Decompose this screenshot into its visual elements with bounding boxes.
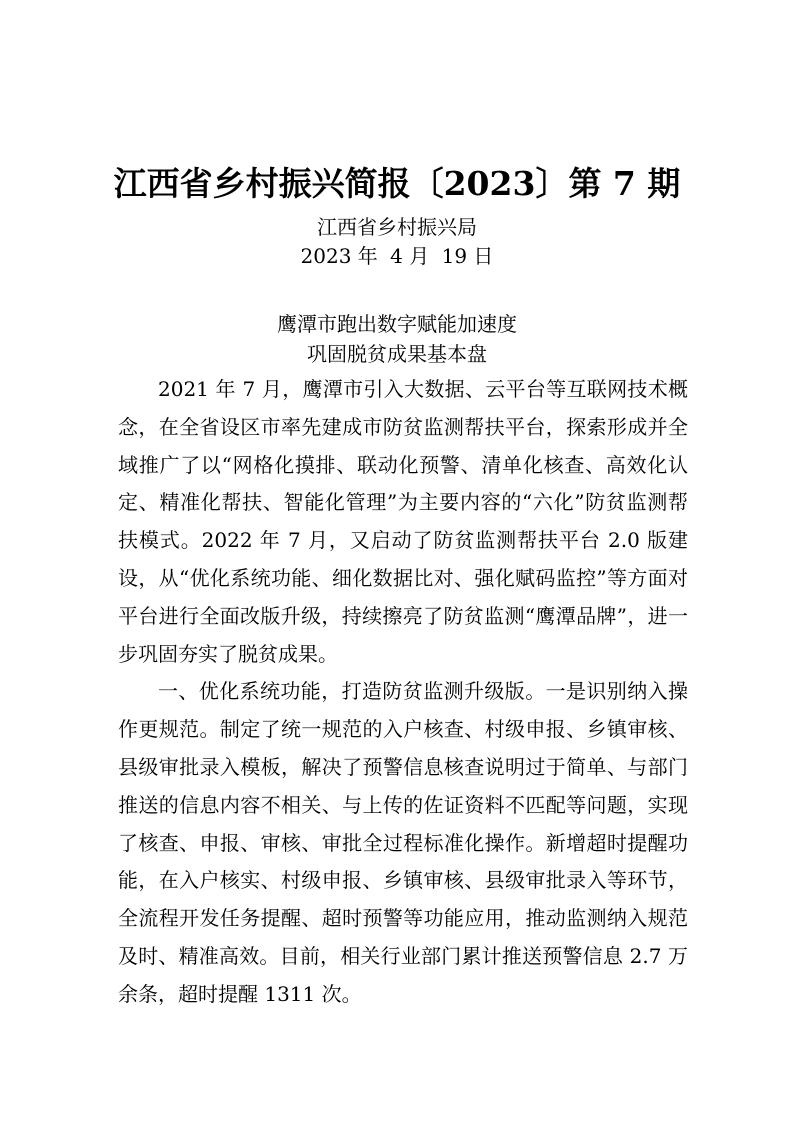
paragraph-intro: 2021 年 7 月，鹰潭市引入大数据、云平台等互联网技术概念，在全省设区市率先建成市防贫监测帮扶平台，探索形成并全域推广了以“网格化摸排、联动化预警、清单化核查、高效化认定、精准化帮扶、智能化管理”为主要内容的“六化”防贫监测帮扶模式。2022 年 7 月，又启动了防贫监测帮扶平台 2.0 版建设，从“优化系统功能、细化数据比对、强化赋码监控”等方面对平台进行全面改版升级，持续擦亮了防贫监测“鹰潭品牌”，进一步巩固夯实了脱贫成果。 bbox=[118, 377, 688, 666]
article-body bbox=[118, 371, 688, 1014]
bulletin-title: 江西省乡村振兴简报〔2023〕第 7 期 bbox=[113, 164, 681, 203]
issuer-name: 江西省乡村振兴局 bbox=[317, 215, 477, 239]
date-day: 19 日 bbox=[441, 244, 494, 268]
date-year: 2023 年 bbox=[300, 244, 378, 268]
article-subtitle: 巩固脱贫成果基本盘 bbox=[307, 342, 487, 366]
issue-date bbox=[0, 241, 794, 271]
date-month: 4 月 bbox=[390, 244, 430, 268]
article-title: 鹰潭市跑出数字赋能加速度 bbox=[277, 312, 517, 336]
paragraph-section-one: 一、优化系统功能，打造防贫监测升级版。一是识别纳入操作更规范。制定了统一规范的入户核查、村级申报、乡镇审核、县级审批录入模板，解决了预警信息核查说明过于简单、与部门推送的信息内容不相关、与上传的佐证资料不匹配等问题，实现了核查、申报、审核、审批全过程标准化操作。新增超时提醒功能，在入户核实、村级申报、乡镇审核、县级审批录入等环节，全流程开发任务提醒、超时预警等功能应用，推动监测纳入规范及时、精准高效。目前，相关行业部门累计推送预警信息 2.7 万余条，超时提醒 1311 次。 bbox=[118, 679, 688, 1006]
